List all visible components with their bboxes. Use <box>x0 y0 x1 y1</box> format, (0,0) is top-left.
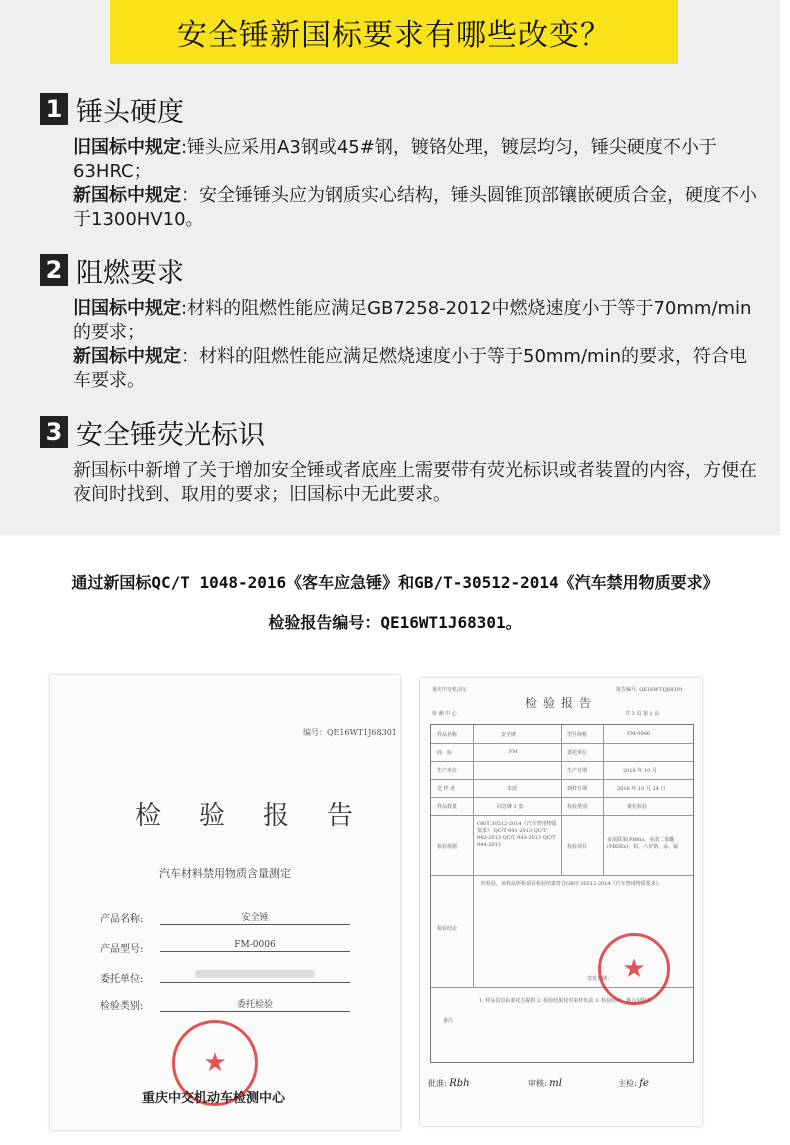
section-body <box>73 297 760 393</box>
table-key: 生产日期 <box>567 768 588 774</box>
section-fluorescent-mark <box>40 415 760 507</box>
section-body: 新国标中新增了关于增加安全锤或者底座上需要带有荧光标识或者装置的内容，方便在夜间时找到、取用的要求；旧国标中无此要求。 <box>73 460 757 505</box>
table-key: 型号规格 <box>567 732 588 738</box>
old-text: :锤头应采用A3钢或45#钢，镀铬处理，镀层均匀，锤尖硬度不小于63HRC； <box>73 137 717 182</box>
table-value: 2016 年 10 月 <box>623 768 657 774</box>
page-indicator: 共 3 页 第 1 页 <box>625 711 660 717</box>
table-key: 生产单位 <box>437 768 458 774</box>
table-key: 检验结论 <box>437 926 458 932</box>
reviewer-signature: 审核: ml <box>528 1078 562 1089</box>
field-label: 产品型号: <box>100 944 144 955</box>
banner-title: 安全锤新国标要求有哪些改变？ <box>110 0 678 64</box>
star-icon: ★ <box>622 954 646 984</box>
caption-line-1: 通过新国标QC/T 1048-2016《客车应急锤》和GB/T-30512-2014《汽车禁用物质要求》 <box>71 573 719 592</box>
new-label: 新国标中规定 <box>73 185 181 206</box>
table-value: 同急锤 1 套 <box>497 804 524 810</box>
report-title: 检验报告 <box>134 801 391 831</box>
table-value: 2016 年 10 月 24 日 <box>617 786 666 792</box>
table-value: FM-0006 <box>627 731 651 737</box>
inspector-signature: 主检: fe <box>618 1078 649 1089</box>
table-key: 备注 <box>443 1018 454 1024</box>
org-small: 重庆中交机动车 <box>432 687 468 693</box>
field-value: 安全锤 <box>160 910 350 925</box>
report-number-small: 报告编号: QE16WT1J68301 <box>616 687 683 693</box>
field-value: 委托检验 <box>160 997 350 1012</box>
red-seal-stamp <box>598 933 670 1005</box>
issuing-organization: 重庆中交机动车检测中心 <box>142 1091 286 1106</box>
section-flame-retardant <box>40 253 760 393</box>
conclusion-text: 经检验，该样品所检项目检验结果符合GB/T 30512-2014《汽车禁用物质要求》。 <box>481 881 664 887</box>
section-number: 1 <box>40 93 68 125</box>
field-value: FM-0006 <box>160 940 350 952</box>
report-title: 检验报告 <box>524 696 597 710</box>
table-key: 送 样 者 <box>437 786 456 792</box>
table-key: 检验类别 <box>567 804 588 810</box>
new-text: ：安全锤锤头应为钢质实心结构，锤头圆锥顶部镶嵌硬质合金，硬度不小于1300HV10。 <box>73 185 757 230</box>
new-text: ：材料的阻燃性能应满足燃烧速度小于等于50mm/min的要求，符合电车要求。 <box>73 346 747 391</box>
report-number: 编号：QE16WT1J68301 <box>303 728 397 737</box>
basis-text: GB/T 30512-2014《汽车禁用物质要求》 QC/T 941-2013 QC/T 942-2013 QC/T 943-2013 QC/T 944-2013 <box>477 821 557 848</box>
report-subtitle: 汽车材料禁用物质含量测定 <box>159 867 291 880</box>
field-label: 检验类别: <box>100 1001 144 1012</box>
table-key: 到样日期 <box>567 786 588 792</box>
section-body <box>73 136 760 232</box>
table-value: FM <box>509 749 518 755</box>
field-label: 产品名称: <box>100 914 144 925</box>
table-value: 朱波 <box>507 786 518 792</box>
center-small: 检 测 中 心 <box>432 711 457 717</box>
old-label: 旧国标中规定 <box>73 137 181 158</box>
remark-text: 1. 样品信息由委托方提供 2. 检验结果仅对来样负责 3. 检验时间、地点见附表 <box>479 998 652 1004</box>
section-title: 安全锤荧光标识 <box>76 419 265 451</box>
table-value: 委托检验 <box>627 804 648 810</box>
field-value-blurred <box>160 970 350 983</box>
table-key: 检验项目 <box>567 844 588 850</box>
caption-line-2: 检验报告编号：QE16WT1J68301。 <box>268 613 522 632</box>
table-value: 安全锤 <box>501 732 517 738</box>
new-label: 新国标中规定 <box>73 346 181 367</box>
table-key: 检验依据 <box>437 844 458 850</box>
report-table <box>430 724 694 1063</box>
table-key: 样品名称 <box>437 732 458 738</box>
report-detail-document <box>420 678 702 1126</box>
issue-date-label: 签发日期： <box>587 976 613 982</box>
table-key: 商 标 <box>437 750 453 756</box>
items-text: 多溴联苯(PBBs)、多溴二苯醚(PBDEs)、铅、六价铬、汞、镉 <box>607 837 679 850</box>
report-cover-document <box>50 675 400 1130</box>
approver-signature: 批准: Rbh <box>428 1078 470 1089</box>
table-key: 委托单位 <box>567 750 588 756</box>
section-number: 2 <box>40 254 68 286</box>
old-text: :材料的阻燃性能应满足GB7258-2012中燃烧速度小于等于70mm/min的要求； <box>73 298 752 343</box>
table-key: 样品数量 <box>437 804 458 810</box>
section-hammer-hardness <box>40 92 760 232</box>
old-label: 旧国标中规定 <box>73 298 181 319</box>
section-title: 锤头硬度 <box>76 96 184 128</box>
field-label: 委托单位: <box>100 974 144 985</box>
section-title: 阻燃要求 <box>76 257 184 289</box>
section-number: 3 <box>40 416 68 448</box>
info-panel <box>0 0 780 535</box>
star-icon: ★ <box>203 1048 227 1078</box>
